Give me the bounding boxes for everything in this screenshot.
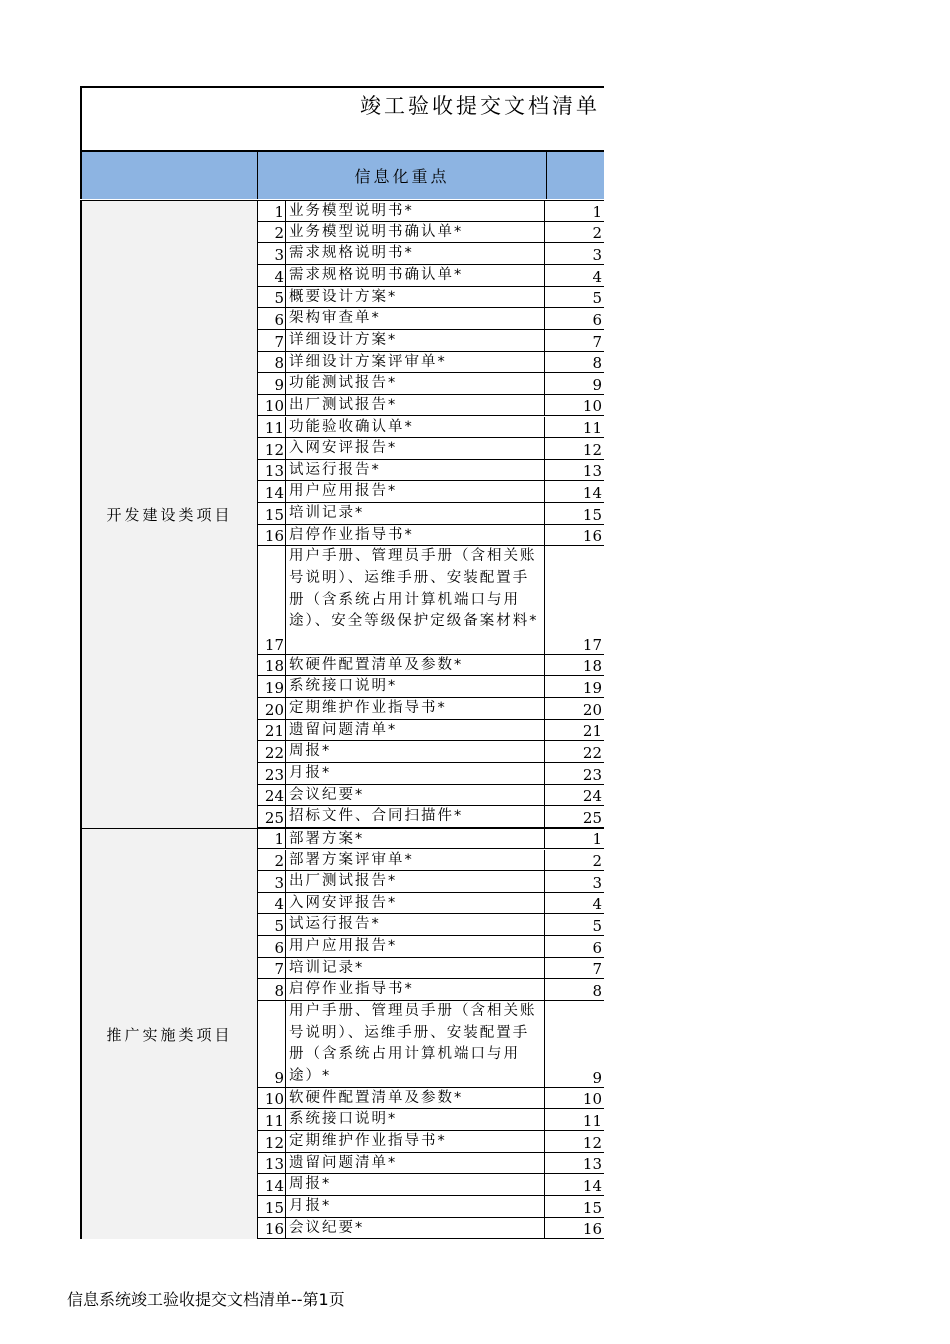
table-row	[257, 979, 604, 1001]
table-row	[257, 546, 604, 654]
table-row	[257, 871, 604, 893]
row-sequence: 3	[592, 245, 602, 264]
row-number: 6	[257, 936, 286, 957]
row-sequence: 11	[582, 1111, 602, 1130]
row-number: 10	[257, 395, 286, 416]
document-name: 功能测试报告*	[286, 373, 545, 394]
row-number: 9	[257, 373, 286, 394]
row-sequence: 13	[582, 1155, 602, 1174]
table-row	[257, 503, 604, 525]
row-number: 13	[257, 460, 286, 481]
table-row	[257, 438, 604, 460]
document-name: 出厂测试报告*	[286, 871, 545, 892]
row-number: 15	[257, 503, 286, 524]
row-sequence: 11	[582, 419, 602, 438]
table-row	[257, 914, 604, 936]
document-name: 周报*	[286, 1174, 545, 1195]
row-number: 9	[257, 1001, 286, 1087]
table-header	[80, 150, 604, 199]
table-row	[257, 763, 604, 785]
table-row	[257, 308, 604, 330]
row-number: 12	[257, 1131, 286, 1152]
row-sequence: 23	[582, 765, 602, 784]
document-name: 需求规格说明书*	[286, 243, 545, 264]
table-row	[257, 352, 604, 374]
row-sequence: 18	[582, 657, 602, 676]
document-name: 用户应用报告*	[286, 936, 545, 957]
document-name: 软硬件配置清单及参数*	[286, 655, 545, 676]
row-number: 14	[257, 481, 286, 502]
document-name: 部署方案评审单*	[286, 850, 545, 871]
row-number: 7	[257, 958, 286, 979]
document-name: 试运行报告*	[286, 914, 545, 935]
row-number: 16	[257, 1218, 286, 1239]
row-number: 4	[257, 893, 286, 914]
row-number: 20	[257, 698, 286, 719]
row-number: 16	[257, 525, 286, 546]
row-number: 8	[257, 352, 286, 373]
row-number: 10	[257, 1088, 286, 1109]
table-row	[257, 1196, 604, 1218]
row-sequence: 15	[582, 1198, 602, 1217]
row-number: 14	[257, 1174, 286, 1195]
table-row	[257, 200, 604, 222]
row-sequence: 9	[592, 1068, 602, 1087]
header-cell-seq	[547, 152, 606, 199]
category-cell: 开发建设类项目	[80, 200, 258, 828]
row-number: 19	[257, 676, 286, 697]
table-row	[257, 741, 604, 763]
row-sequence: 7	[592, 332, 602, 351]
document-name: 月报*	[286, 1196, 545, 1217]
row-number: 5	[257, 287, 286, 308]
row-sequence: 12	[582, 440, 602, 459]
document-name: 概要设计方案*	[286, 287, 545, 308]
document-name: 出厂测试报告*	[286, 395, 545, 416]
row-sequence: 12	[582, 1133, 602, 1152]
document-name: 周报*	[286, 741, 545, 762]
row-number: 2	[257, 850, 286, 871]
row-number: 18	[257, 655, 286, 676]
page-title: 竣工验收提交文档清单	[360, 94, 600, 118]
header-cell-key: 信息化重点	[258, 152, 547, 199]
document-name: 架构审查单*	[286, 308, 545, 329]
row-sequence: 3	[592, 873, 602, 892]
row-sequence: 1	[592, 830, 602, 849]
row-number: 6	[257, 308, 286, 329]
document-name: 招标文件、合同扫描件*	[286, 806, 545, 827]
document-name: 系统接口说明*	[286, 676, 545, 697]
row-sequence: 19	[582, 678, 602, 697]
document-name: 启停作业指导书*	[286, 525, 545, 546]
document-name: 用户手册、管理员手册（含相关账号说明）、运维手册、安装配置手册（含系统占用计算机端口与用途）*	[286, 1001, 545, 1087]
document-name: 功能验收确认单*	[286, 417, 545, 438]
document-name: 会议纪要*	[286, 1218, 545, 1239]
title-row	[80, 86, 604, 152]
row-number: 3	[257, 243, 286, 264]
row-sequence: 8	[592, 354, 602, 373]
table-row	[257, 1131, 604, 1153]
row-sequence: 6	[592, 938, 602, 957]
table-row	[257, 785, 604, 807]
header-cell-category	[82, 152, 258, 199]
table-row	[257, 417, 604, 439]
row-number: 13	[257, 1153, 286, 1174]
document-name: 遗留问题清单*	[286, 1153, 545, 1174]
table-row	[257, 481, 604, 503]
table-row	[257, 243, 604, 265]
table-row	[257, 850, 604, 872]
row-number: 7	[257, 330, 286, 351]
table-row	[257, 265, 604, 287]
table-row	[257, 1001, 604, 1088]
table-row	[257, 676, 604, 698]
row-sequence: 24	[582, 787, 602, 806]
document-name: 需求规格说明书确认单*	[286, 265, 545, 286]
row-number: 22	[257, 741, 286, 762]
document-name: 详细设计方案评审单*	[286, 352, 545, 373]
row-sequence: 21	[582, 722, 602, 741]
document-name: 系统接口说明*	[286, 1109, 545, 1130]
document-name: 定期维护作业指导书*	[286, 1131, 545, 1152]
row-number: 1	[257, 829, 286, 849]
row-sequence: 8	[592, 982, 602, 1001]
document-name: 业务模型说明书确认单*	[286, 222, 545, 243]
table-row	[257, 720, 604, 742]
table-row	[257, 958, 604, 980]
row-sequence: 1	[592, 202, 602, 221]
row-number: 24	[257, 785, 286, 806]
row-sequence: 16	[582, 1220, 602, 1239]
document-name: 启停作业指导书*	[286, 979, 545, 1000]
row-sequence: 2	[592, 852, 602, 871]
document-name: 软硬件配置清单及参数*	[286, 1088, 545, 1109]
row-number: 11	[257, 1109, 286, 1130]
row-number: 23	[257, 763, 286, 784]
row-sequence: 13	[582, 462, 602, 481]
row-sequence: 16	[582, 527, 602, 546]
row-sequence: 5	[592, 289, 602, 308]
row-number: 8	[257, 979, 286, 1000]
document-name: 定期维护作业指导书*	[286, 698, 545, 719]
table-row	[257, 1174, 604, 1196]
table-row	[257, 1218, 604, 1240]
table-row	[257, 1153, 604, 1175]
document-name: 入网安评报告*	[286, 438, 545, 459]
row-sequence: 14	[582, 484, 602, 503]
page-footer: 信息系统竣工验收提交文档清单--第1页	[67, 1290, 345, 1309]
document-name: 业务模型说明书*	[286, 201, 545, 221]
row-sequence: 25	[582, 808, 602, 827]
row-number: 11	[257, 417, 286, 438]
row-sequence: 6	[592, 310, 602, 329]
table-row	[257, 806, 604, 828]
row-number: 1	[257, 201, 286, 221]
row-sequence: 2	[592, 224, 602, 243]
row-sequence: 17	[582, 635, 602, 654]
row-sequence: 10	[582, 397, 602, 416]
row-sequence: 9	[592, 375, 602, 394]
document-name: 试运行报告*	[286, 460, 545, 481]
document-name: 详细设计方案*	[286, 330, 545, 351]
row-sequence: 10	[582, 1090, 602, 1109]
table-row	[257, 893, 604, 915]
document-name: 部署方案*	[286, 829, 545, 849]
category-cell: 推广实施类项目	[80, 828, 258, 1239]
row-number: 12	[257, 438, 286, 459]
row-number: 17	[257, 546, 286, 653]
table-row	[257, 330, 604, 352]
row-sequence: 7	[592, 960, 602, 979]
row-sequence: 20	[582, 700, 602, 719]
row-sequence: 15	[582, 505, 602, 524]
row-number: 3	[257, 871, 286, 892]
row-sequence: 4	[592, 267, 602, 286]
table-row	[257, 1109, 604, 1131]
row-number: 4	[257, 265, 286, 286]
document-name: 培训记录*	[286, 503, 545, 524]
document-name: 月报*	[286, 763, 545, 784]
row-number: 15	[257, 1196, 286, 1217]
table-row	[257, 287, 604, 309]
document-name: 培训记录*	[286, 958, 545, 979]
table-row	[257, 1088, 604, 1110]
table-row	[257, 936, 604, 958]
document-name: 遗留问题清单*	[286, 720, 545, 741]
table-row	[257, 828, 604, 850]
table-row	[257, 655, 604, 677]
document-name: 用户应用报告*	[286, 481, 545, 502]
row-number: 21	[257, 720, 286, 741]
document-name: 入网安评报告*	[286, 893, 545, 914]
table-row	[257, 460, 604, 482]
document-name: 会议纪要*	[286, 785, 545, 806]
row-number: 2	[257, 222, 286, 243]
row-sequence: 22	[582, 743, 602, 762]
row-sequence: 14	[582, 1176, 602, 1195]
table-row	[257, 395, 604, 417]
row-sequence: 5	[592, 917, 602, 936]
document-name: 用户手册、管理员手册（含相关账号说明）、运维手册、安装配置手册（含系统占用计算机端口与用途）、安全等级保护定级备案材料*	[286, 546, 545, 653]
row-number: 25	[257, 806, 286, 827]
table-row	[257, 525, 604, 547]
table-row	[257, 373, 604, 395]
table-row	[257, 698, 604, 720]
table-row	[257, 222, 604, 244]
row-number: 5	[257, 914, 286, 935]
row-sequence: 4	[592, 895, 602, 914]
